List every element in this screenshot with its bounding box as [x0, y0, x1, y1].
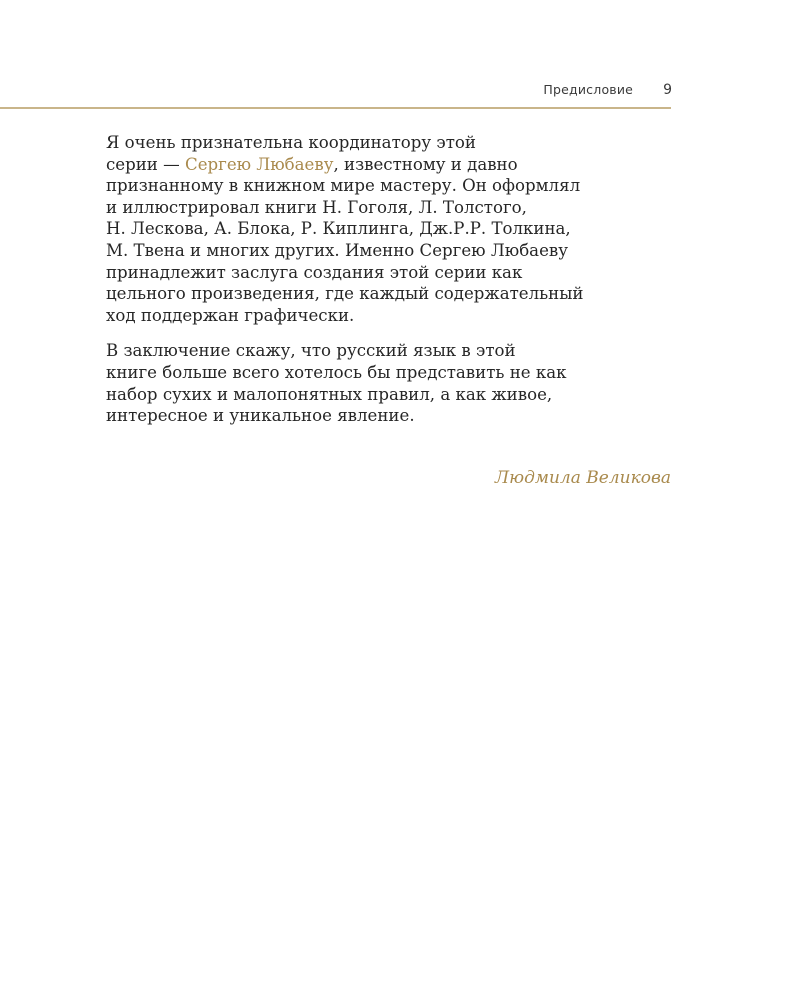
header-rule	[0, 107, 671, 109]
text-fragment: , известному и давно	[333, 154, 518, 174]
text-fragment: серии —	[106, 154, 185, 174]
text-line: цельного произведения, где каждый содержательный	[106, 284, 584, 304]
text-line: признанному в книжном мире мастеру. Он оформлял	[106, 176, 581, 196]
author-signature: Людмила Великова	[494, 468, 671, 488]
text-line	[106, 154, 686, 176]
running-head	[543, 82, 672, 98]
text-line: Н. Лескова, А. Блока, Р. Киплинга, Дж.Р.Р. Толкина,	[106, 219, 571, 239]
paragraph-acknowledgement	[106, 132, 686, 326]
text-line: Я очень признательна координатору этой	[106, 133, 476, 152]
text-line: В заключение скажу, что русский язык в этой	[106, 341, 516, 361]
section-title: Предисловие	[543, 82, 634, 97]
text-line: книге больше всего хотелось бы представить не как	[106, 362, 567, 382]
body-text	[106, 132, 686, 441]
text-line: М. Твена и многих других. Именно Сергею Любаеву	[106, 240, 568, 260]
text-line: ход поддержан графически.	[106, 305, 355, 325]
paragraph-conclusion	[106, 340, 686, 426]
page-number: 9	[663, 82, 672, 98]
text-line: и иллюстрировал книги Н. Гоголя, Л. Толстого,	[106, 197, 527, 217]
text-line: принадлежит заслуга создания этой серии как	[106, 262, 523, 282]
text-line: набор сухих и малопонятных правил, а как живое,	[106, 384, 553, 404]
highlighted-name: Сергею Любаеву	[185, 154, 334, 174]
text-line: интересное и уникальное явление.	[106, 406, 415, 426]
